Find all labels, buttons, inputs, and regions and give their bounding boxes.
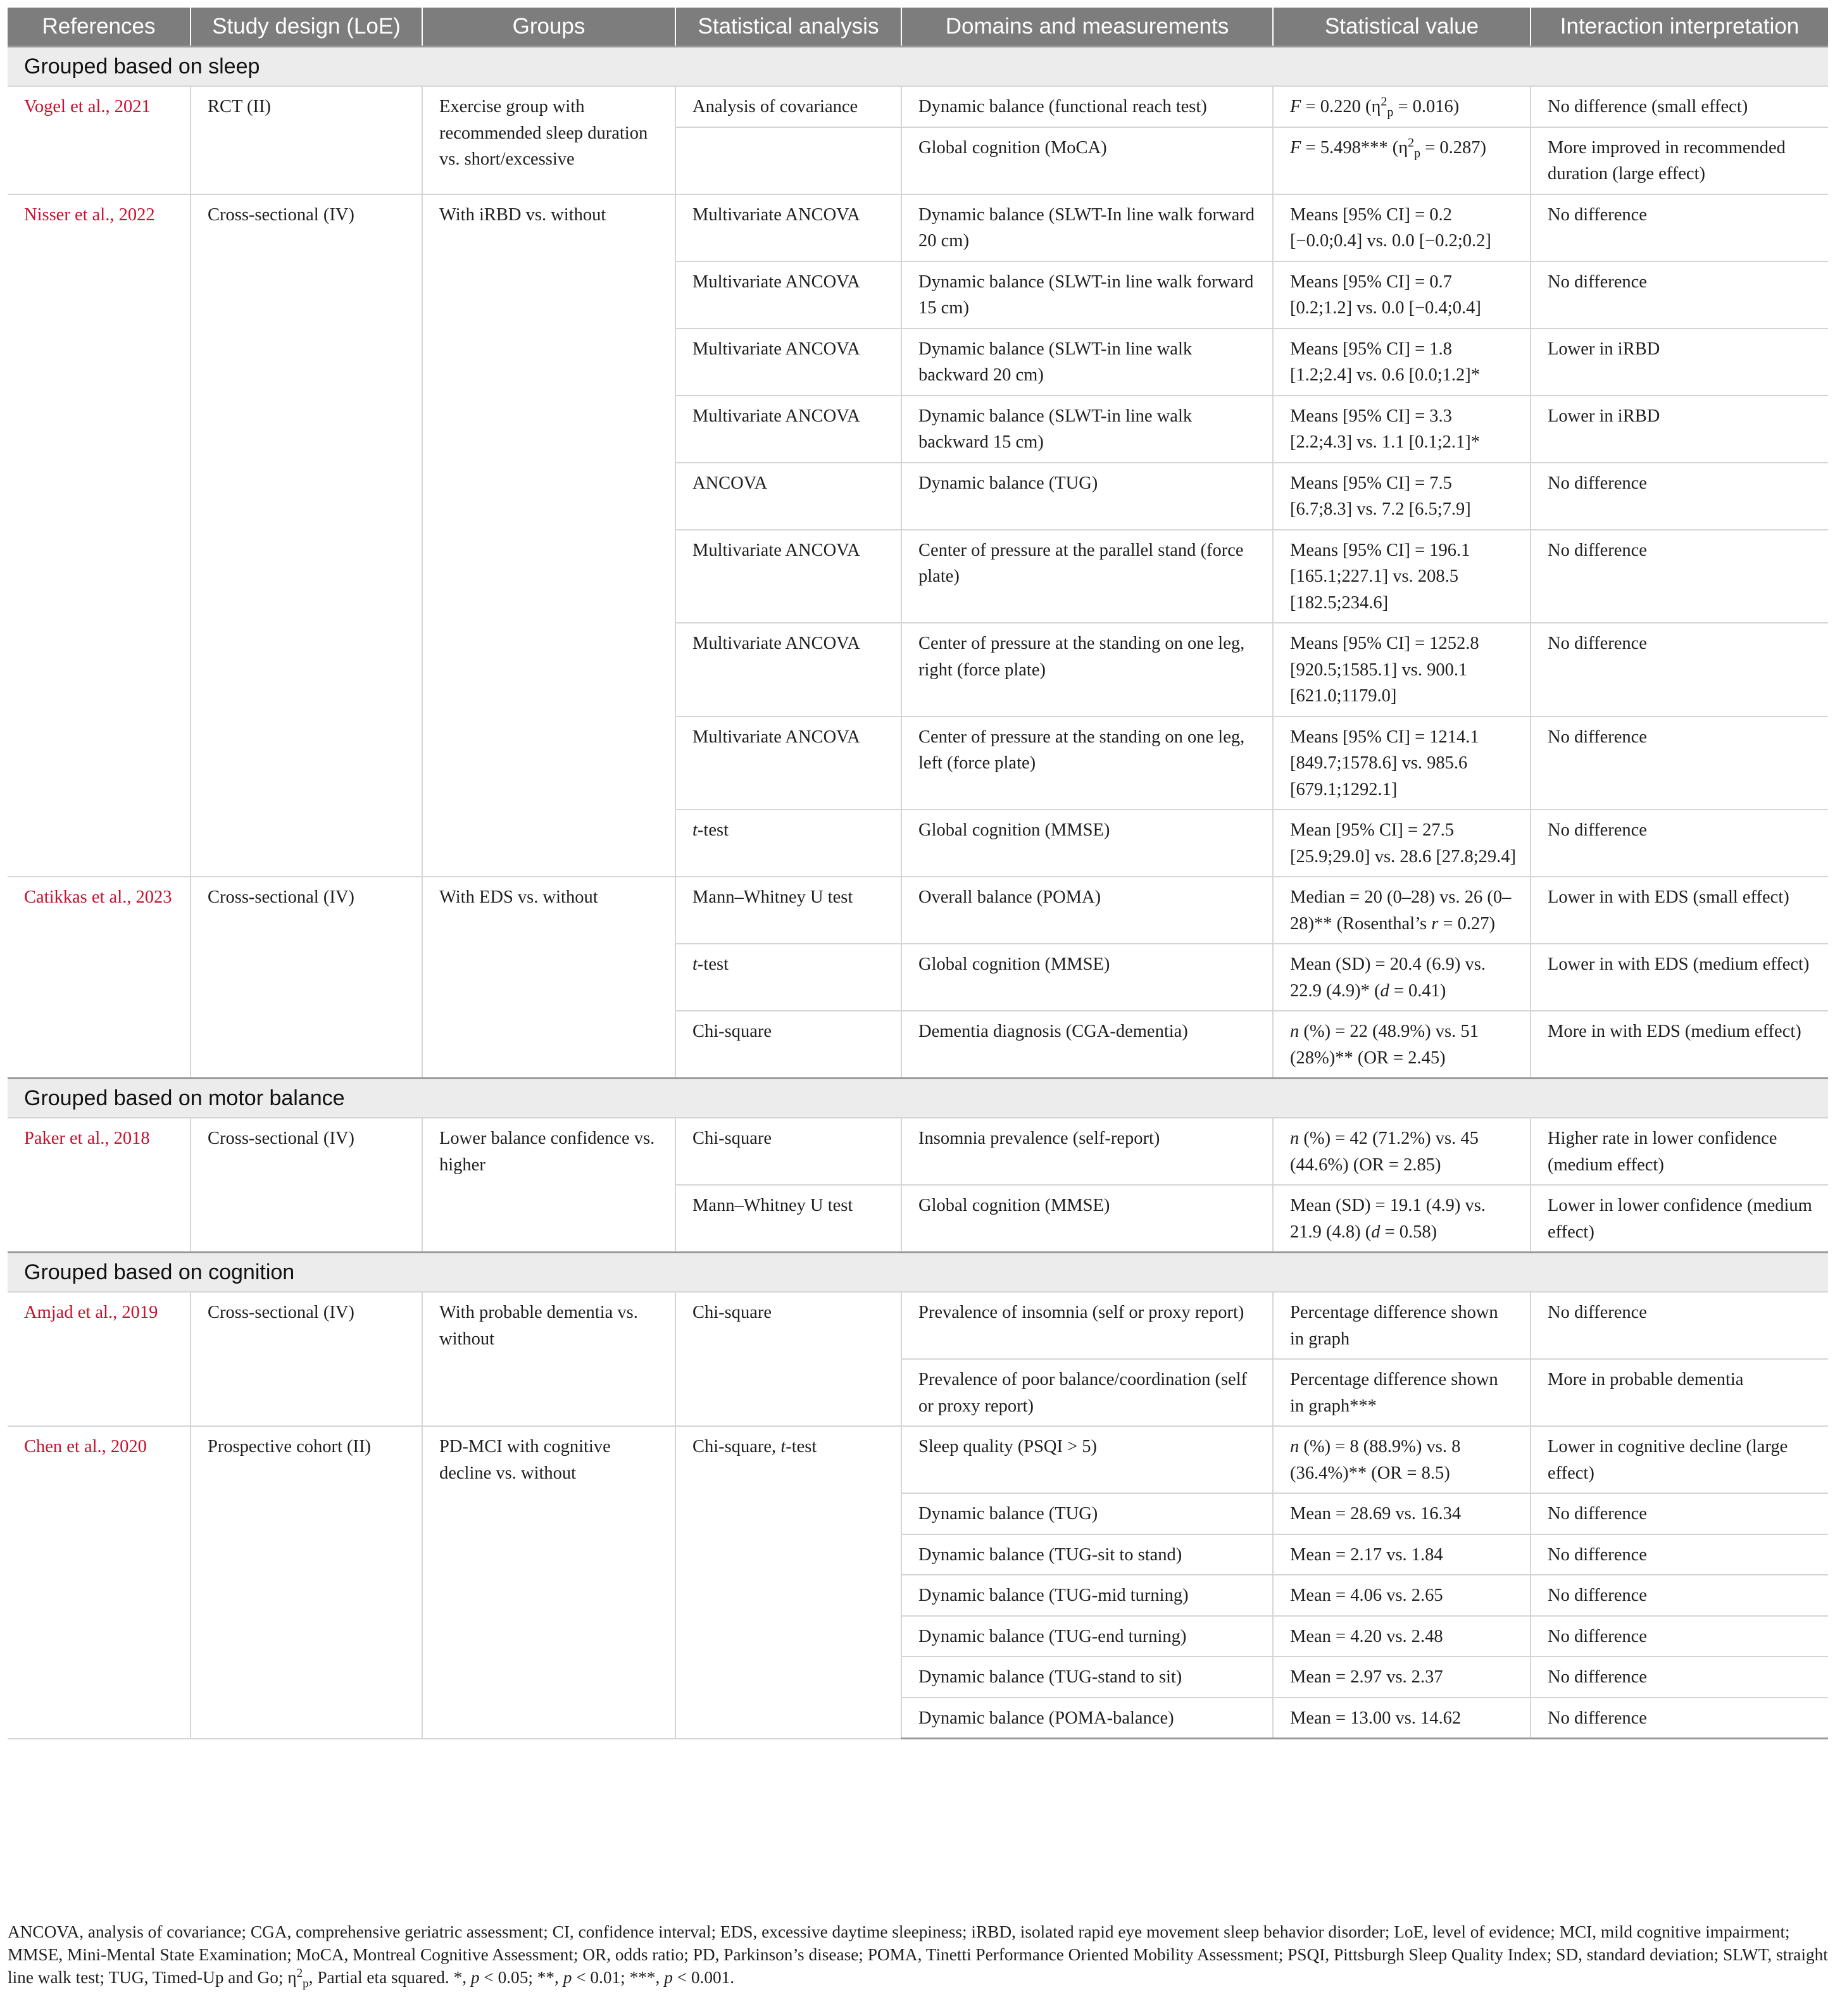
- table-body: [8, 47, 1828, 1739]
- statistical-analysis-cell: Chi-square, t-test: [675, 1426, 901, 1739]
- study-design-cell: Prospective cohort (II): [191, 1426, 422, 1739]
- table-row: [8, 1426, 1828, 1493]
- statistical-analysis-cell: Multivariate ANCOVA: [675, 396, 901, 463]
- statistical-analysis-cell: Chi-square: [675, 1292, 901, 1426]
- column-header: Statistical value: [1273, 8, 1531, 47]
- measurement-cell: Prevalence of insomnia (self or proxy report): [901, 1292, 1273, 1359]
- groups-cell: Lower balance confidence vs. higher: [422, 1118, 675, 1253]
- statistical-value-cell: Mean = 2.17 vs. 1.84: [1273, 1534, 1531, 1575]
- table-footnote: ANCOVA, analysis of covariance; CGA, comprehensive geriatric assessment; CI, confidence interval; EDS, excessive daytime sleepiness; iRBD, isolated rapid eye movement sleep behavior disorder; LoE, level of evidence; MCI, mild cognitive impairment; MMSE, Mini-Mental State Examination; MoCA, Montreal Cognitive Assessment; OR, odds ratio; PD, Parkinson’s disease; POMA, Tinetti Performance Oriented Mobility Assessment; PSQI, Pittsburgh Sleep Quality Index; SD, standard deviation; SLWT, straight line walk test; TUG, Timed-Up and Go; $\eta^2_p$, Partial eta squared. *, p < 0.05; **, p < 0.01; ***, p < 0.001.: [8, 1922, 1828, 1991]
- measurement-cell: Center of pressure at the standing on one leg, left (force plate): [901, 717, 1273, 810]
- interpretation-cell: Lower in iRBD: [1531, 329, 1828, 396]
- study-design-cell: Cross-sectional (IV): [191, 1292, 422, 1426]
- reference-cell: Chen et al., 2020: [8, 1426, 191, 1739]
- statistical-value-cell: Mean = 2.97 vs. 2.37: [1273, 1656, 1531, 1698]
- measurement-cell: Dynamic balance (functional reach test): [901, 86, 1273, 127]
- statistical-value-cell: n (%) = 8 (88.9%) vs. 8 (36.4%)** (OR = 8.5): [1273, 1426, 1531, 1493]
- column-header: Groups: [422, 8, 675, 47]
- measurement-cell: Prevalence of poor balance/coordination (self or proxy report): [901, 1359, 1273, 1426]
- measurement-cell: Global cognition (MMSE): [901, 1185, 1273, 1253]
- statistical-value-cell: Means [95% CI] = 196.1 [165.1;227.1] vs. 208.5 [182.5;234.6]: [1273, 530, 1531, 623]
- statistical-value-cell: Mean = 13.00 vs. 14.62: [1273, 1698, 1531, 1739]
- measurement-cell: Dynamic balance (SLWT-in line walk forward 15 cm): [901, 261, 1273, 329]
- measurement-cell: Insomnia prevalence (self-report): [901, 1118, 1273, 1185]
- interpretation-cell: No difference: [1531, 1698, 1828, 1739]
- measurement-cell: Sleep quality (PSQI > 5): [901, 1426, 1273, 1493]
- measurement-cell: Dynamic balance (SLWT-In line walk forward 20 cm): [901, 194, 1273, 261]
- interpretation-cell: Lower in cognitive decline (large effect): [1531, 1426, 1828, 1493]
- column-header: Domains and measurements: [901, 8, 1273, 47]
- reference-cell: Paker et al., 2018: [8, 1118, 191, 1253]
- table-row: [8, 1292, 1828, 1359]
- measurement-cell: Dynamic balance (TUG-sit to stand): [901, 1534, 1273, 1575]
- measurement-cell: Dynamic balance (SLWT-in line walk backward 20 cm): [901, 329, 1273, 396]
- statistical-value-cell: Means [95% CI] = 0.7 [0.2;1.2] vs. 0.0 [−0.4;0.4]: [1273, 261, 1531, 329]
- statistical-analysis-cell: t-test: [675, 944, 901, 1011]
- interpretation-cell: More improved in recommended duration (large effect): [1531, 127, 1828, 194]
- results-table: [8, 8, 1828, 1739]
- interpretation-cell: More in probable dementia: [1531, 1359, 1828, 1426]
- study-design-cell: Cross-sectional (IV): [191, 1118, 422, 1253]
- reference-cell: Nisser et al., 2022: [8, 194, 191, 877]
- statistical-analysis-cell: Multivariate ANCOVA: [675, 194, 901, 261]
- groups-cell: PD-MCI with cognitive decline vs. without: [422, 1426, 675, 1739]
- interpretation-cell: Lower in with EDS (small effect): [1531, 877, 1828, 944]
- interpretation-cell: No difference: [1531, 1534, 1828, 1575]
- measurement-cell: Dynamic balance (TUG-end turning): [901, 1616, 1273, 1657]
- statistical-value-cell: Mean (SD) = 19.1 (4.9) vs. 21.9 (4.8) (d = 0.58): [1273, 1185, 1531, 1253]
- interpretation-cell: No difference: [1531, 194, 1828, 261]
- measurement-cell: Dynamic balance (TUG): [901, 1493, 1273, 1534]
- reference-cell: Catikkas et al., 2023: [8, 877, 191, 1079]
- interpretation-cell: No difference: [1531, 810, 1828, 877]
- study-design-cell: Cross-sectional (IV): [191, 877, 422, 1079]
- statistical-value-cell: n (%) = 22 (48.9%) vs. 51 (28%)** (OR = 2.45): [1273, 1011, 1531, 1079]
- reference-cell: Amjad et al., 2019: [8, 1292, 191, 1426]
- section-title: Grouped based on sleep: [8, 47, 1828, 87]
- interpretation-cell: No difference: [1531, 1656, 1828, 1698]
- interpretation-cell: No difference: [1531, 1493, 1828, 1534]
- statistical-value-cell: Median = 20 (0–28) vs. 26 (0–28)** (Rosenthal’s r = 0.27): [1273, 877, 1531, 944]
- interpretation-cell: Lower in iRBD: [1531, 396, 1828, 463]
- interpretation-cell: Lower in with EDS (medium effect): [1531, 944, 1828, 1011]
- section-title: Grouped based on cognition: [8, 1253, 1828, 1293]
- interpretation-cell: No difference: [1531, 530, 1828, 623]
- statistical-value-cell: Mean = 28.69 vs. 16.34: [1273, 1493, 1531, 1534]
- measurement-cell: Global cognition (MMSE): [901, 810, 1273, 877]
- statistical-value-cell: Means [95% CI] = 1252.8 [920.5;1585.1] vs. 900.1 [621.0;1179.0]: [1273, 623, 1531, 717]
- statistical-analysis-cell: Mann–Whitney U test: [675, 877, 901, 944]
- statistical-analysis-cell: Multivariate ANCOVA: [675, 717, 901, 810]
- interpretation-cell: No difference (small effect): [1531, 86, 1828, 127]
- study-design-cell: Cross-sectional (IV): [191, 194, 422, 877]
- measurement-cell: Center of pressure at the parallel stand (force plate): [901, 530, 1273, 623]
- measurement-cell: Dynamic balance (TUG-stand to sit): [901, 1656, 1273, 1698]
- groups-cell: With probable dementia vs. without: [422, 1292, 675, 1426]
- statistical-analysis-cell: Multivariate ANCOVA: [675, 329, 901, 396]
- study-design-cell: RCT (II): [191, 86, 422, 194]
- groups-cell: Exercise group with recommended sleep duration vs. short/excessive: [422, 86, 675, 194]
- interpretation-cell: No difference: [1531, 1575, 1828, 1616]
- table-row: [8, 194, 1828, 261]
- statistical-analysis-cell: ANCOVA: [675, 463, 901, 530]
- interpretation-cell: Lower in lower confidence (medium effect): [1531, 1185, 1828, 1253]
- interpretation-cell: No difference: [1531, 717, 1828, 810]
- statistical-analysis-cell: Multivariate ANCOVA: [675, 530, 901, 623]
- measurement-cell: Dynamic balance (SLWT-in line walk backward 15 cm): [901, 396, 1273, 463]
- measurement-cell: Global cognition (MMSE): [901, 944, 1273, 1011]
- groups-cell: With EDS vs. without: [422, 877, 675, 1079]
- table-row: [8, 877, 1828, 944]
- column-header: Interaction interpretation: [1531, 8, 1828, 47]
- statistical-value-cell: Means [95% CI] = 0.2 [−0.0;0.4] vs. 0.0 [−0.2;0.2]: [1273, 194, 1531, 261]
- groups-cell: With iRBD vs. without: [422, 194, 675, 877]
- statistical-analysis-cell: Chi-square: [675, 1011, 901, 1079]
- measurement-cell: Dynamic balance (TUG): [901, 463, 1273, 530]
- interpretation-cell: No difference: [1531, 261, 1828, 329]
- table-row: [8, 86, 1828, 127]
- interpretation-cell: No difference: [1531, 1292, 1828, 1359]
- statistical-analysis-cell: Mann–Whitney U test: [675, 1185, 901, 1253]
- statistical-value-cell: F = 0.220 $(\eta^2_p = 0.016)$: [1273, 86, 1531, 127]
- section-header-row: [8, 1079, 1828, 1118]
- table-header-row: [8, 8, 1828, 47]
- statistical-analysis-cell: Analysis of covariance: [675, 86, 901, 127]
- column-header: References: [8, 8, 191, 47]
- interpretation-cell: No difference: [1531, 623, 1828, 717]
- column-header: Study design (LoE): [191, 8, 422, 47]
- statistical-value-cell: Percentage difference shown in graph: [1273, 1292, 1531, 1359]
- section-header-row: [8, 47, 1828, 87]
- statistical-value-cell: F = 5.498*** $(\eta^2_p = 0.287)$: [1273, 127, 1531, 194]
- measurement-cell: Dynamic balance (TUG-mid turning): [901, 1575, 1273, 1616]
- statistical-analysis-cell: [675, 127, 901, 194]
- measurement-cell: Overall balance (POMA): [901, 877, 1273, 944]
- statistical-analysis-cell: Multivariate ANCOVA: [675, 261, 901, 329]
- statistical-value-cell: Mean [95% CI] = 27.5 [25.9;29.0] vs. 28.6 [27.8;29.4]: [1273, 810, 1531, 877]
- statistical-value-cell: Mean (SD) = 20.4 (6.9) vs. 22.9 (4.9)* (d = 0.41): [1273, 944, 1531, 1011]
- statistical-value-cell: Percentage difference shown in graph***: [1273, 1359, 1531, 1426]
- statistical-value-cell: Means [95% CI] = 3.3 [2.2;4.3] vs. 1.1 [0.1;2.1]*: [1273, 396, 1531, 463]
- statistical-value-cell: Mean = 4.20 vs. 2.48: [1273, 1616, 1531, 1657]
- measurement-cell: Dementia diagnosis (CGA-dementia): [901, 1011, 1273, 1079]
- statistical-value-cell: n (%) = 42 (71.2%) vs. 45 (44.6%) (OR = 2.85): [1273, 1118, 1531, 1185]
- column-header: Statistical analysis: [675, 8, 901, 47]
- section-title: Grouped based on motor balance: [8, 1079, 1828, 1118]
- reference-cell: Vogel et al., 2021: [8, 86, 191, 194]
- statistical-analysis-cell: Chi-square: [675, 1118, 901, 1185]
- statistical-value-cell: Means [95% CI] = 7.5 [6.7;8.3] vs. 7.2 [6.5;7.9]: [1273, 463, 1531, 530]
- statistical-analysis-cell: t-test: [675, 810, 901, 877]
- statistical-value-cell: Means [95% CI] = 1214.1 [849.7;1578.6] vs. 985.6 [679.1;1292.1]: [1273, 717, 1531, 810]
- interpretation-cell: More in with EDS (medium effect): [1531, 1011, 1828, 1079]
- section-header-row: [8, 1253, 1828, 1293]
- table-row: [8, 1118, 1828, 1185]
- statistical-value-cell: Mean = 4.06 vs. 2.65: [1273, 1575, 1531, 1616]
- measurement-cell: Global cognition (MoCA): [901, 127, 1273, 194]
- statistical-value-cell: Means [95% CI] = 1.8 [1.2;2.4] vs. 0.6 [0.0;1.2]*: [1273, 329, 1531, 396]
- interpretation-cell: No difference: [1531, 463, 1828, 530]
- measurement-cell: Dynamic balance (POMA-balance): [901, 1698, 1273, 1739]
- interpretation-cell: No difference: [1531, 1616, 1828, 1657]
- measurement-cell: Center of pressure at the standing on one leg, right (force plate): [901, 623, 1273, 717]
- interpretation-cell: Higher rate in lower confidence (medium effect): [1531, 1118, 1828, 1185]
- statistical-analysis-cell: Multivariate ANCOVA: [675, 623, 901, 717]
